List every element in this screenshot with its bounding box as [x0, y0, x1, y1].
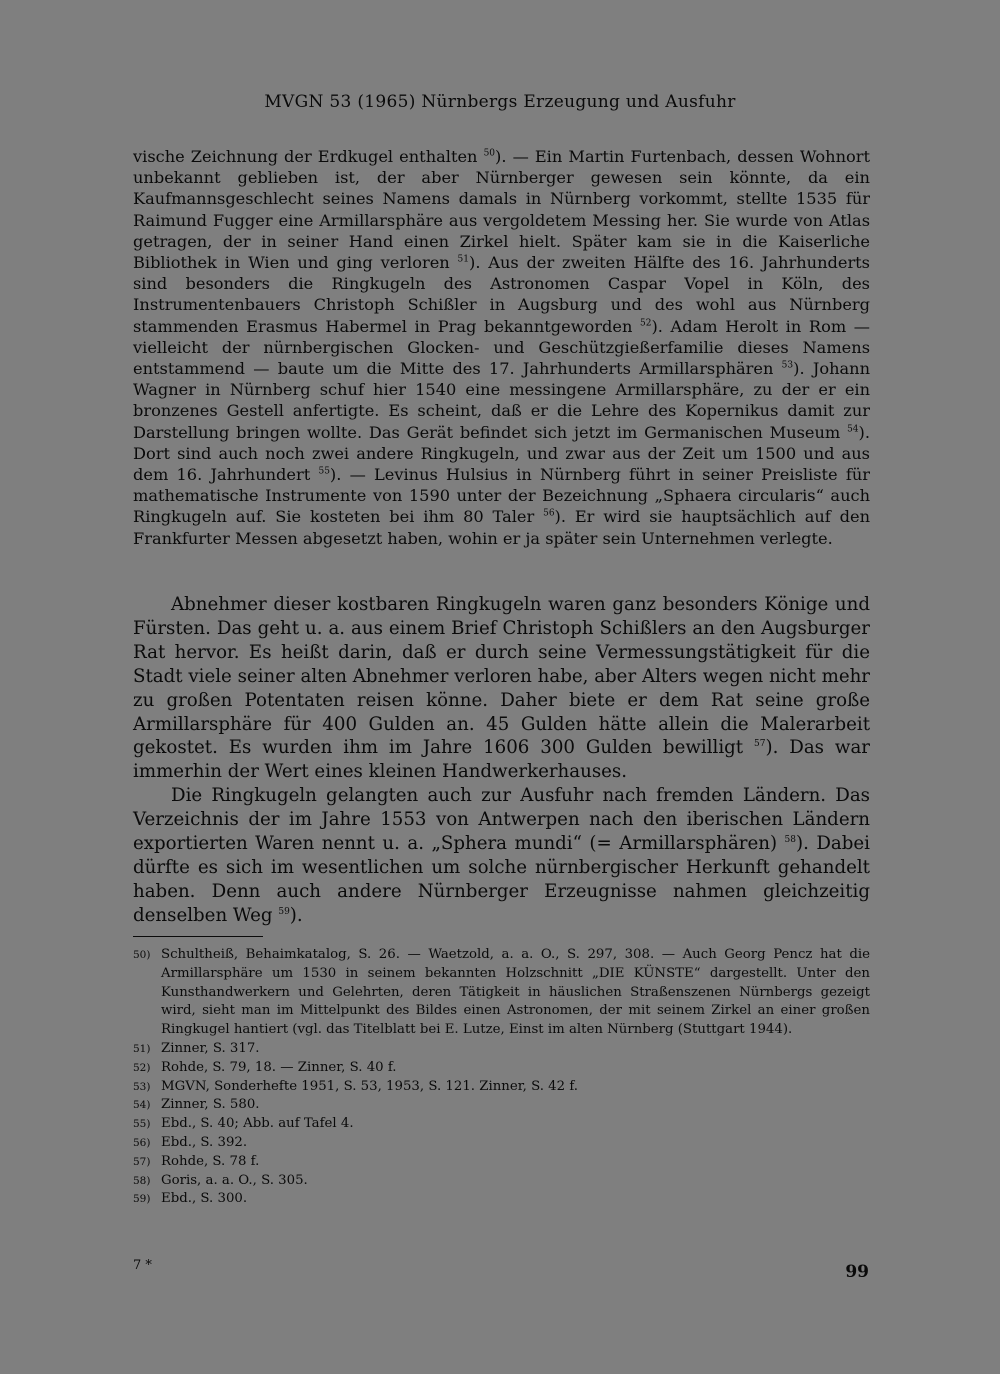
paragraph-text: ). Dort sind auch noch zwei andere Ringkugeln, und zwar aus der Zeit um 1500 und aus dem 16. Jahrhundert — [133, 422, 870, 485]
footnote-reference: 51 — [457, 254, 469, 265]
paragraph — [133, 593, 870, 784]
paragraph — [133, 146, 870, 549]
footnotes — [133, 946, 870, 1209]
footnote-number: 58) — [133, 1174, 151, 1187]
footnote — [133, 946, 870, 1040]
paragraph-text: ). Aus der zweiten Hälfte des 16. Jahrhunderts sind besonders die Ringkugeln des Astronomen Caspar Vopel in Köln, des Instrumentenbauers Christoph Schißler in Augsburg und des wohl aus Nürnberg stammenden Erasmus Habermel in Prag bekanntgeworden — [133, 253, 870, 336]
signature-mark: 7 * — [133, 1258, 152, 1273]
footnote-text: MGVN, Sonderhefte 1951, S. 53, 1953, S. 121. Zinner, S. 42 f. — [161, 1078, 579, 1094]
footnote-reference: 59 — [278, 906, 290, 917]
footnote-text: Ebd., S. 392. — [161, 1134, 248, 1150]
paragraph-text: ). Dabei dürfte es sich im wesentlichen um solche nürnbergischer Herkunft gehandelt haben. Denn auch andere Nürnberger Erzeugnisse nahmen gleichzeitig denselben Weg — [133, 833, 870, 926]
footnote-number: 59) — [133, 1193, 151, 1206]
footnote-number: 55) — [133, 1118, 151, 1131]
footnote-reference: 54 — [847, 424, 859, 435]
footnote — [133, 1059, 870, 1078]
paragraph — [133, 784, 870, 927]
paragraph-text: ). Er wird sie hauptsächlich auf den Frankfurter Messen abgesetzt haben, wohin er ja später sein Unternehmen verlegte. — [133, 507, 871, 548]
footnote-text: Zinner, S. 580. — [161, 1097, 260, 1113]
footnote — [133, 1172, 870, 1191]
footnote-text: Goris, a. a. O., S. 305. — [161, 1172, 308, 1188]
running-header: MVGN 53 (1965) Nürnbergs Erzeugung und Ausfuhr — [264, 92, 736, 112]
footnote — [133, 1040, 870, 1059]
footnote — [133, 1096, 870, 1115]
footnote-number: 51) — [133, 1042, 151, 1055]
body-section-2 — [133, 593, 870, 928]
footnote — [133, 1190, 870, 1209]
footnote-text: Rohde, S. 79, 18. — Zinner, S. 40 f. — [161, 1059, 397, 1075]
footnote-reference: 58 — [784, 835, 796, 845]
footnote-number: 54) — [133, 1099, 151, 1112]
paragraph-text: ). Das war immerhin der Wert eines kleinen Handwerkerhauses. — [133, 737, 870, 783]
footnote-reference: 56 — [543, 509, 555, 520]
footnote-text: Ebd., S. 300. — [161, 1191, 248, 1207]
footnote — [133, 1153, 870, 1172]
footnote — [133, 1134, 870, 1153]
paragraph-text: Abnehmer dieser kostbaren Ringkugeln waren ganz besonders Könige und Fürsten. Das geht u. a. aus einem Brief Christoph Schißlers an den Augsburger Rat hervor. Es heißt darin, daß er durch seine Vermessungstätigkeit für die Stadt viele seiner alten Abnehmer verloren habe, aber Alters wegen nicht mehr zu großen Potentaten reisen könne. Daher biete er dem Rat seine große Armillarsphäre für 400 Gulden an. 45 Gulden hätte allein die Malerarbeit gekostet. Es wurden ihm im Jahre 1606 300 Gulden bewilligt — [133, 594, 870, 759]
paragraph-text: Die Ringkugeln gelangten auch zur Ausfuhr nach fremden Ländern. Das Verzeichnis der im Jahre 1553 von Antwerpen nach den iberischen Ländern exportierten Waren nennt u. a. „Sphera mundi“ (= Armillarsphären) — [133, 785, 870, 855]
paragraph-text: ). Adam Herolt in Rom — vielleicht der nürnbergischen Glocken- und Geschützgießerfamilie dieses Namens entstammend — baute um die Mitte des 17. Jahrhunderts Armillarsphären — [133, 316, 870, 379]
footnote — [133, 1078, 870, 1097]
footnote-reference: 55 — [318, 466, 330, 477]
footnote-number: 56) — [133, 1136, 151, 1149]
page-number: 99 — [845, 1262, 869, 1282]
footnote — [133, 1115, 870, 1134]
footnote-reference: 53 — [781, 360, 794, 371]
paragraph-text: ). — [289, 904, 303, 926]
paragraph-text: ). Johann Wagner in Nürnberg schuf hier 1540 eine messingene Armillarsphäre, zu der er ein bronzenes Gestell anfertigte. Es scheint, daß er die Lehre des Kopernikus damit zur Darstellung bringen wollte. Das Gerät befindet sich jetzt im Germanischen Museum — [133, 359, 870, 442]
footnote-text: Rohde, S. 78 f. — [161, 1153, 260, 1169]
footnote-number: 57) — [133, 1155, 151, 1168]
footnote-text: Zinner, S. 317. — [161, 1040, 260, 1056]
body-section-1 — [133, 146, 870, 549]
footnote-number: 53) — [133, 1080, 151, 1093]
footnote-reference: 57 — [754, 739, 766, 750]
paragraph-text: ). — Levinus Hulsius in Nürnberg führt in seiner Preisliste für mathematische Instrumente von 1590 unter der Bezeichnung „Sphaera circularis“ auch Ringkugeln auf. Sie kosteten bei ihm 80 Taler — [133, 465, 870, 527]
footnote-divider — [133, 936, 263, 937]
footnote-reference: 50 — [483, 148, 496, 159]
footnote-number: 50) — [133, 949, 151, 961]
paragraph-text: ). — Ein Martin Furtenbach, dessen Wohnort unbekannt geblieben ist, der aber Nürnberger gewesen sein könnte, da ein Kaufmannsgeschlecht seines Namens damals in Nürnberg vorkommt, stellte 1535 für Raimund Fugger eine Armillarsphäre aus vergoldetem Messing her. Sie wurde von Atlas getragen, der in seiner Hand einen Zirkel hielt. Später kam sie in die Kaiserliche Bibliothek in Wien und ging verloren — [133, 147, 870, 273]
footnote-text: Schultheiß, Behaimkatalog, S. 26. — Waetzold, a. a. O., S. 297, 308. — Auch Georg Pencz hat die Armillarsphäre um 1530 in seinem bekannten Holzschnitt „DIE KÜNSTE“ dargestellt. Unter den Kunsthandwerkern und Gelehrten, deren Tätigkeit in häuslichen Straßenszenen Nürnbergs gezeigt wird, sieht man im Mittelpunkt des Bildes einen Astronomen, der mit seinem Zirkel an einer großen Ringkugel hantiert (vgl. das Titelblatt bei E. Lutze, Einst im alten Nürnberg (Stuttgart 1944). — [161, 947, 870, 1038]
footnote-text: Ebd., S. 40; Abb. auf Tafel 4. — [161, 1116, 354, 1132]
footnote-number: 52) — [133, 1061, 151, 1074]
footnote-reference: 52 — [640, 318, 652, 329]
paragraph-text: vische Zeichnung der Erdkugel enthalten — [133, 147, 484, 166]
